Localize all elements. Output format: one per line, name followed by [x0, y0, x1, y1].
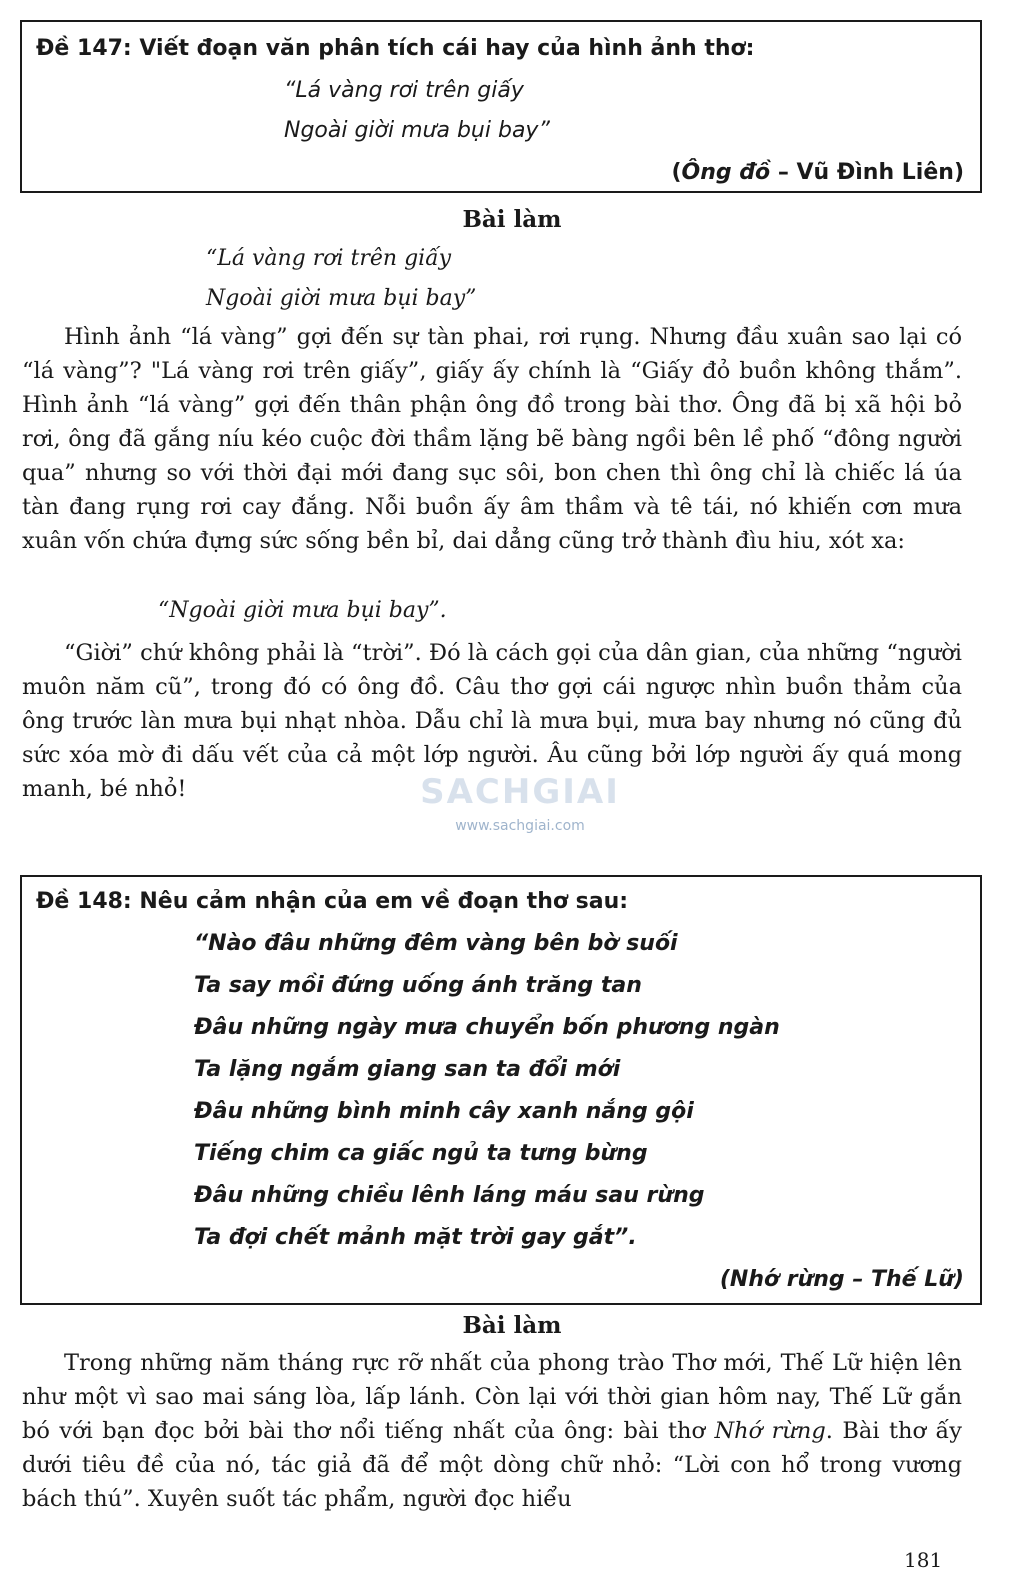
source-author: – Vũ Đình Liên — [770, 160, 954, 185]
watermark-logo: SACHGIAI — [420, 772, 620, 812]
exercise-148-box — [20, 875, 982, 1305]
exercise-147-prompt: Đề 147: Viết đoạn văn phân tích cái hay của hình ảnh thơ: — [36, 36, 755, 61]
watermark — [420, 772, 620, 834]
exercise-147-poem-line-2: Ngoài giời mưa bụi bay” — [284, 118, 550, 143]
exercise-147-source: (Ông đồ – Vũ Đình Liên) — [671, 160, 964, 185]
answer-148-heading: Bài làm — [462, 1312, 562, 1339]
answer-148-text-after: . Bài thơ ấy dưới tiêu đề của nó, tác giả đã để một dòng chữ nhỏ: “Lời con hổ trong vương bách thú”. Xuyên suốt tác phẩm, người đọc hiểu — [22, 1418, 962, 1512]
watermark-url: www.sachgiai.com — [455, 818, 585, 834]
answer-148-text-before: Trong những năm tháng rực rỡ nhất của phong trào Thơ mới, Thế Lữ hiện lên như một vì sao mai sáng lòa, lấp lánh. Còn lại với thời gian hôm nay, Thế Lữ gắn bó với bạn đọc bởi bài thơ nổi tiếng nhất của ông: bài thơ — [22, 1350, 962, 1444]
answer-148-poem-title: Nhớ rừng — [714, 1418, 826, 1444]
exercise-147-poem-line-1: “Lá vàng rơi trên giấy — [284, 78, 524, 103]
exercise-148-poem-line-6: Tiếng chim ca giấc ngủ ta tưng bừng — [194, 1141, 648, 1166]
exercise-148-poem-line-7: Đâu những chiều lênh láng máu sau rừng — [194, 1183, 705, 1208]
exercise-148-poem-line-4: Ta lặng ngắm giang san ta đổi mới — [194, 1057, 621, 1082]
exercise-148-poem-line-2: Ta say mồi đứng uống ánh trăng tan — [194, 973, 642, 998]
page-number: 181 — [904, 1548, 943, 1572]
exercise-148-poem-line-8: Ta đợi chết mảnh mặt trời gay gắt”. — [194, 1225, 637, 1250]
answer-147-heading: Bài làm — [462, 206, 562, 233]
exercise-147-box — [20, 20, 982, 193]
source-title: Ông đồ — [681, 160, 771, 185]
answer-147-quote-line-2: Ngoài giời mưa bụi bay” — [206, 286, 477, 311]
exercise-148-prompt: Đề 148: Nêu cảm nhận của em về đoạn thơ sau: — [36, 889, 629, 914]
answer-148-paragraph — [22, 1346, 962, 1516]
exercise-148-poem-line-1: “Nào đâu những đêm vàng bên bờ suối — [194, 931, 678, 956]
answer-147-paragraph-2: “Giời” chứ không phải là “trời”. Đó là cách gọi của dân gian, của những “người muôn năm cũ”, trong đó có ông đồ. Câu thơ gợi cái ngược nhìn buồn thảm của ông trước làn mưa bụi nhạt nhòa. Dẫu chỉ là mưa bụi, mưa bay nhưng nó cũng đủ sức xóa mờ đi dấu vết của cả một lớp người. Âu cũng bởi lớp người ấy quá mong manh, bé nhỏ! — [22, 640, 962, 802]
answer-147-paragraph-1: Hình ảnh “lá vàng” gợi đến sự tàn phai, rơi rụng. Nhưng đầu xuân sao lại có “lá vàng”? "Lá vàng rơi trên giấy”, giấy ấy chính là “Giấy đỏ buồn không thắm”. Hình ảnh “lá vàng” gợi đến thân phận ông đồ trong bài thơ. Ông đã bị xã hội bỏ rơi, ông đã gắng níu kéo cuộc đời thầm lặng bẽ bàng ngồi bên lề phố “đông người qua” nhưng so với thời đại mới đang sục sôi, bon chen thì ông chỉ là chiếc lá úa tàn đang rụng rơi cay đắng. Nỗi buồn ấy âm thầm và tê tái, nó khiến cơn mưa xuân vốn chứa đựng sức sống bền bỉ, dai dẳng cũng trở thành đìu hiu, xót xa: — [22, 324, 962, 554]
exercise-148-poem-line-3: Đâu những ngày mưa chuyển bốn phương ngàn — [194, 1015, 780, 1040]
answer-147-quote-3: “Ngoài giời mưa bụi bay”. — [158, 598, 447, 623]
exercise-148-poem-line-5: Đâu những bình minh cây xanh nắng gội — [194, 1099, 694, 1124]
exercise-148-source: (Nhớ rừng – Thế Lữ) — [719, 1267, 964, 1292]
answer-147-quote-line-1: “Lá vàng rơi trên giấy — [206, 246, 452, 271]
